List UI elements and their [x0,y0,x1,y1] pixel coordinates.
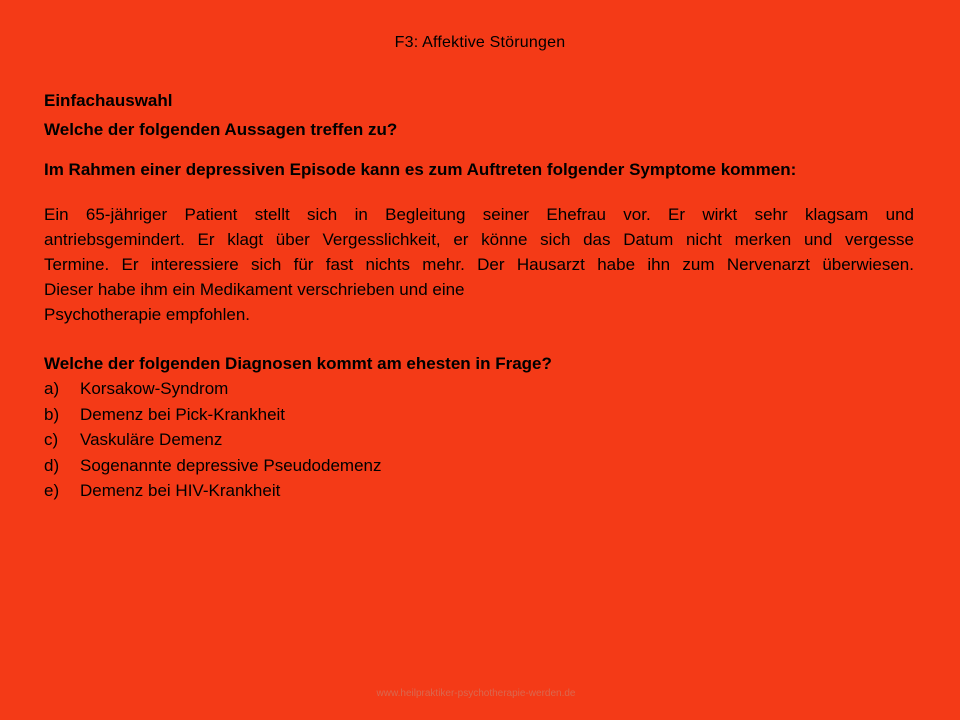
option-letter: e) [44,481,60,500]
option-text: Demenz bei HIV-Krankheit [80,481,281,500]
option-letter: a) [44,379,60,398]
option-text: Sogenannte depressive Pseudodemenz [80,455,382,475]
option-text: Korsakow-Syndrom [80,379,229,398]
question-stem: Im Rahmen einer depressiven Episode kann es zum Auftreten folgender Symptome kommen: [44,160,797,179]
option-text: Demenz bei Pick-Krankheit [80,404,286,424]
footer-website-url: www.heilpraktiker-psychotherapie-werden.de [376,688,576,699]
option-letter: c) [44,430,59,449]
option-letter: d) [44,455,60,475]
answer-option-e [44,478,914,504]
instruction-text: Welche der folgenden Aussagen treffen zu? [44,120,398,139]
answer-option-a [44,376,914,402]
answer-option-d [44,453,914,479]
case-line: Dieser habe ihm ein Medikament verschrieben und eine [44,280,465,299]
diagnosis-question: Welche der folgenden Diagnosen kommt am ehesten in Frage? [44,354,552,373]
answer-option-c [44,427,914,453]
case-description [44,202,914,327]
answer-options-list [44,376,914,504]
case-line: antriebsgemindert. Er klagt über Vergesslichkeit, er könne sich das Datum nicht merken und vergesse [44,230,914,249]
slide-content [44,90,914,504]
option-text: Vaskuläre Demenz [80,430,223,449]
option-letter: b) [44,404,60,424]
slide-title: F3: Affektive Störungen [394,34,566,51]
question-type-label: Einfachauswahl [44,91,173,110]
case-line: Termine. Er interessiere sich für fast nichts mehr. Der Hausarzt habe ihn zum Nervenarzt überwiesen. [44,255,914,274]
answer-option-b [44,402,914,428]
case-line: Psychotherapie empfohlen. [44,305,251,324]
case-line: Ein 65-jähriger Patient stellt sich in Begleitung seiner Ehefrau vor. Er wirkt sehr klagsam und [44,205,914,224]
